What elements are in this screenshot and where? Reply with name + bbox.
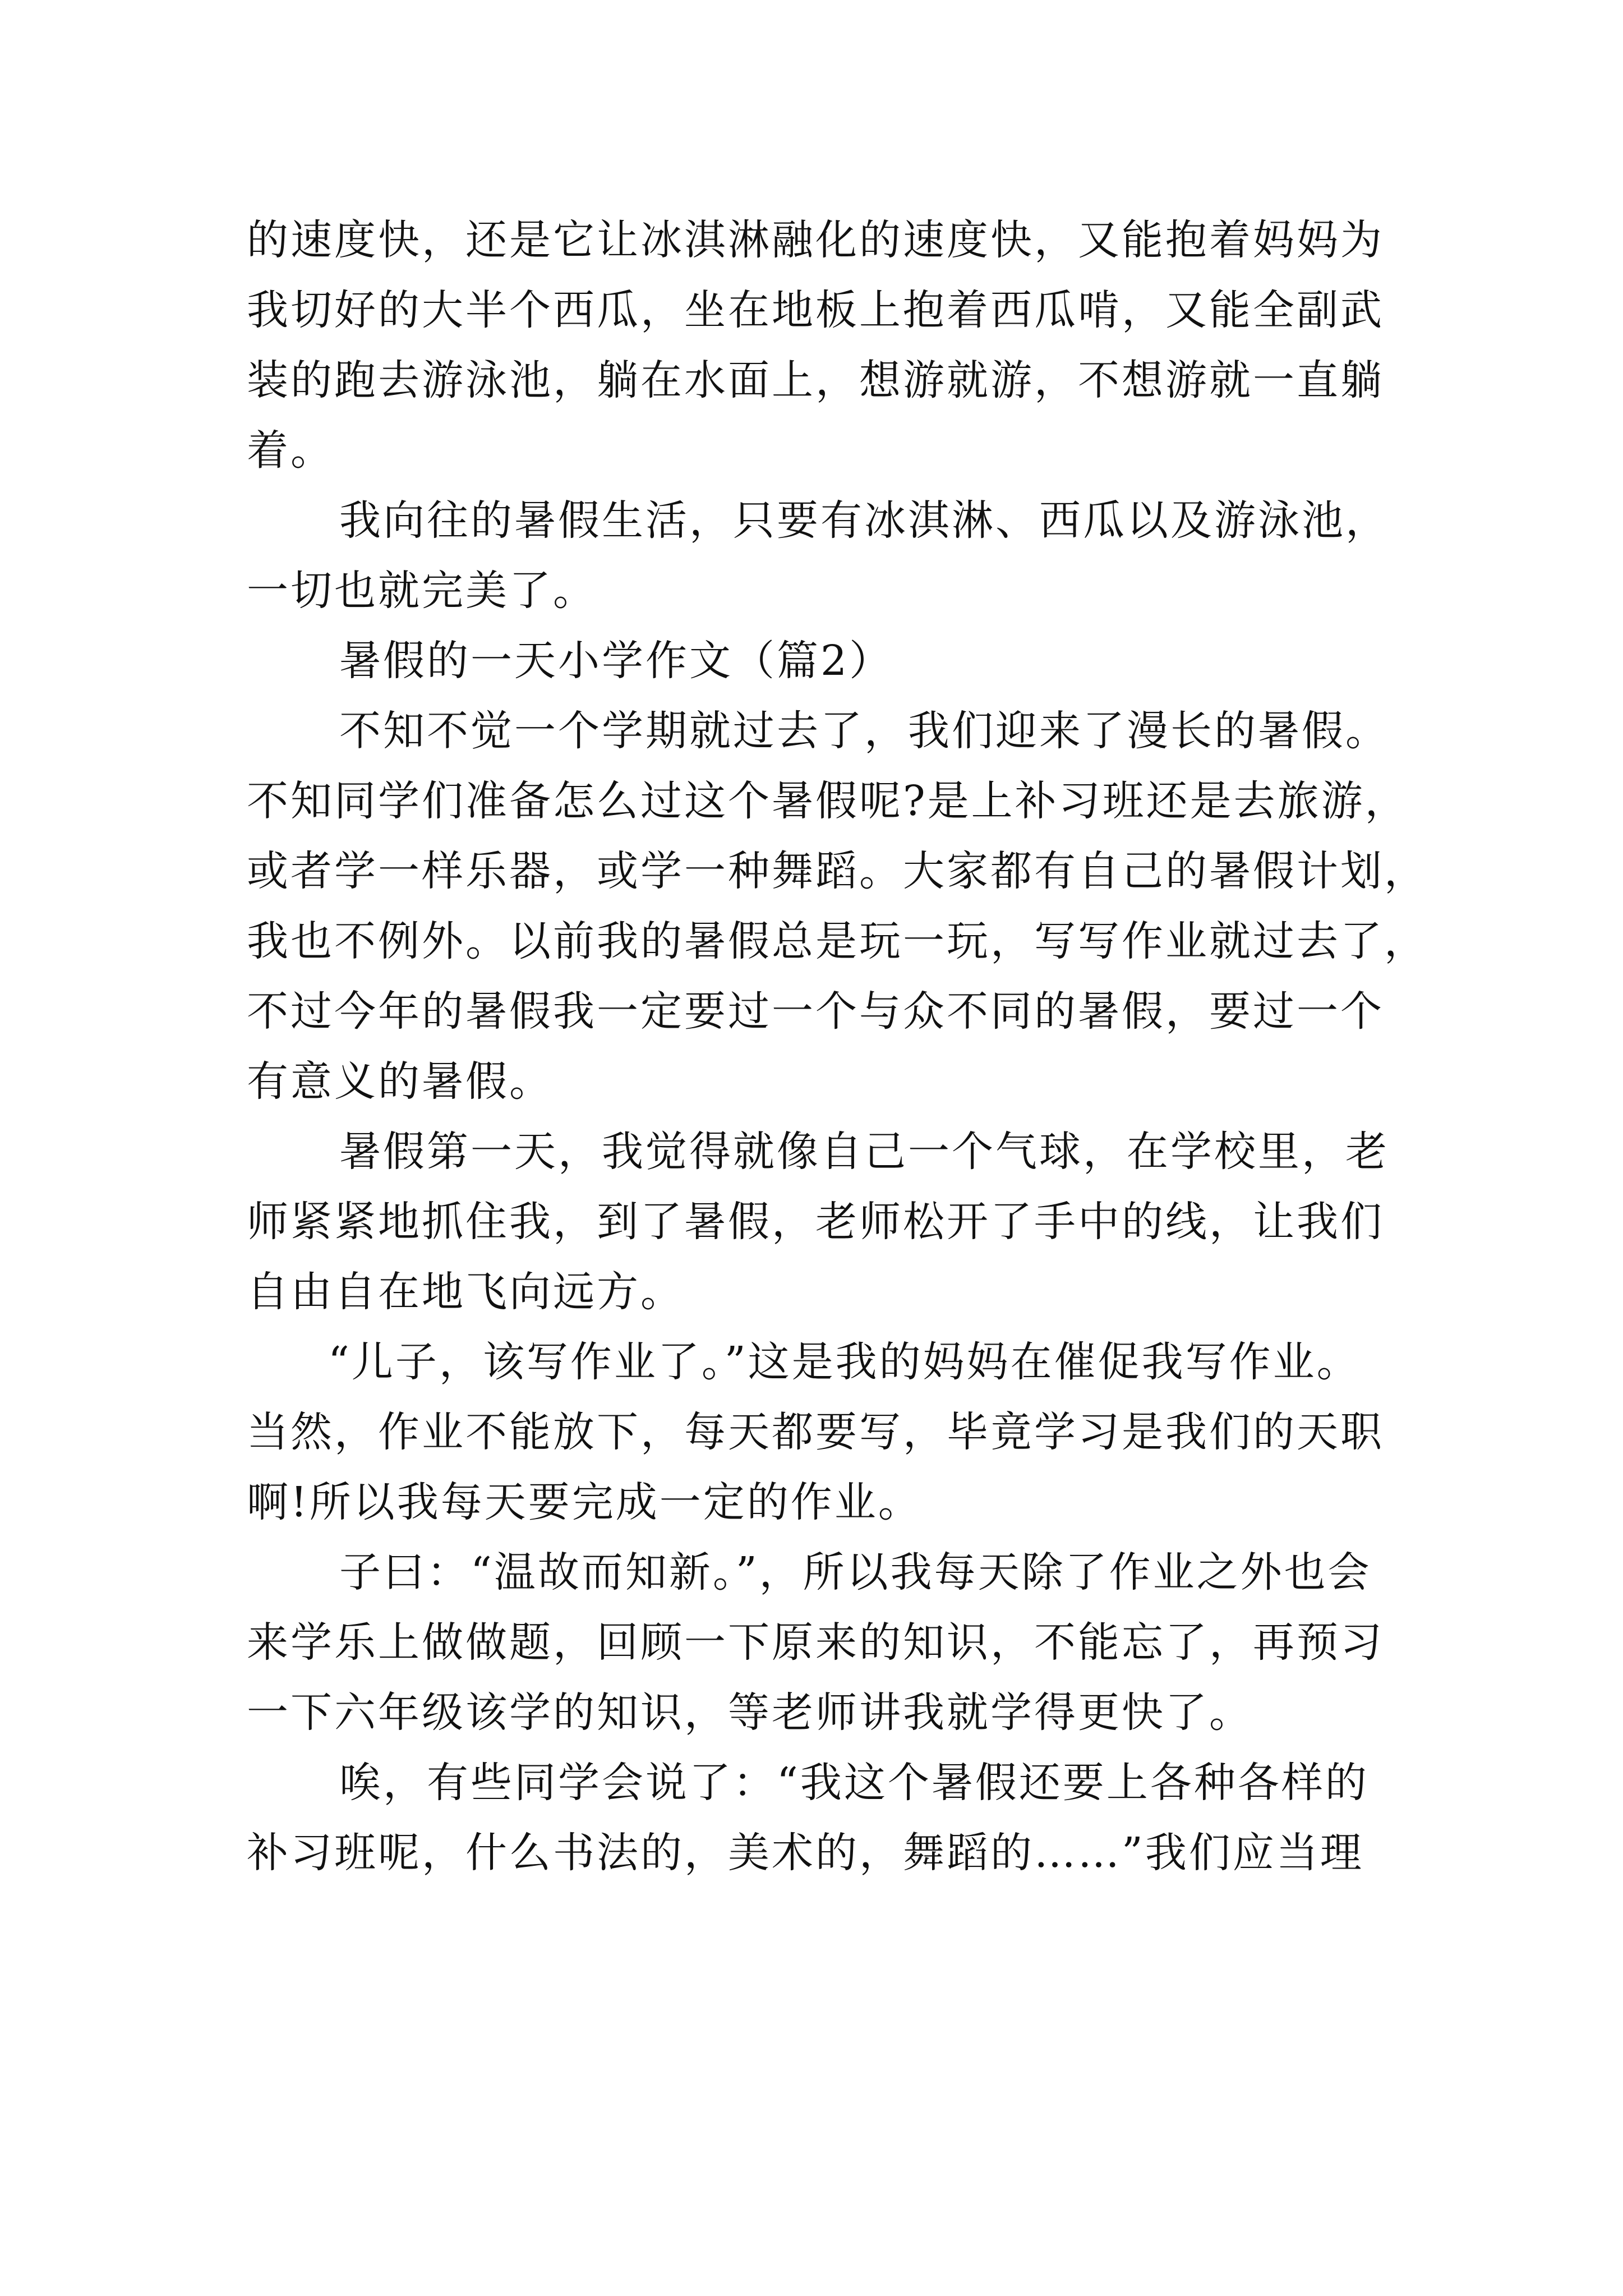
text-line: 自由自在地飞向远方。 bbox=[247, 1268, 684, 1316]
text-line: 有意义的暑假。 bbox=[247, 1057, 553, 1106]
paragraph-start-line: 子曰：“温故而知新。”，所以我每天除了作业之外也会 bbox=[339, 1548, 1372, 1596]
text-line: 啊!所以我每天要完成一定的作业。 bbox=[247, 1478, 922, 1526]
text-line: 的速度快，还是它让冰淇淋融化的速度快，又能抱着妈妈为 bbox=[247, 216, 1384, 264]
text-line: 师紧紧地抓住我，到了暑假，老师松开了手中的线，让我们 bbox=[247, 1198, 1384, 1246]
text-line: 我切好的大半个西瓜，坐在地板上抱着西瓜啃，又能全副武 bbox=[247, 286, 1384, 334]
text-line: 我也不例外。以前我的暑假总是玩一玩，写写作业就过去了， bbox=[247, 917, 1428, 965]
paragraph-start-line: 不知不觉一个学期就过去了，我们迎来了漫长的暑假。 bbox=[339, 707, 1389, 755]
paragraph-start-line: 唉，有些同学会说了：“我这个暑假还要上各种各样的 bbox=[339, 1759, 1369, 1807]
text-line: 当然，作业不能放下，每天都要写，毕竟学习是我们的天职 bbox=[247, 1408, 1384, 1456]
text-line: 一切也就完美了。 bbox=[247, 567, 597, 615]
text-line: 补习班呢，什么书法的，美术的，舞蹈的……”我们应当理 bbox=[247, 1829, 1364, 1877]
section-heading: 暑假的一天小学作文（篇2） bbox=[339, 637, 893, 685]
text-line: 不过今年的暑假我一定要过一个与众不同的暑假，要过一个 bbox=[247, 987, 1384, 1036]
text-line: 装的跑去游泳池，躺在水面上，想游就游，不想游就一直躺 bbox=[247, 356, 1384, 404]
text-line: 一下六年级该学的知识，等老师讲我就学得更快了。 bbox=[247, 1688, 1253, 1737]
paragraph-start-line: “儿子，该写作业了。”这是我的妈妈在催促我写作业。 bbox=[328, 1338, 1361, 1386]
paragraph-start-line: 暑假第一天，我觉得就像自己一个气球，在学校里，老 bbox=[339, 1128, 1389, 1176]
text-line: 着。 bbox=[247, 426, 334, 475]
text-line: 不知同学们准备怎么过这个暑假呢?是上补习班还是去旅游， bbox=[247, 777, 1409, 825]
text-line: 或者学一样乐器，或学一种舞蹈。大家都有自己的暑假计划， bbox=[247, 847, 1428, 895]
text-line: 来学乐上做做题，回顾一下原来的知识，不能忘了，再预习 bbox=[247, 1618, 1384, 1667]
paragraph-start-line: 我向往的暑假生活，只要有冰淇淋、西瓜以及游泳池， bbox=[339, 496, 1389, 545]
